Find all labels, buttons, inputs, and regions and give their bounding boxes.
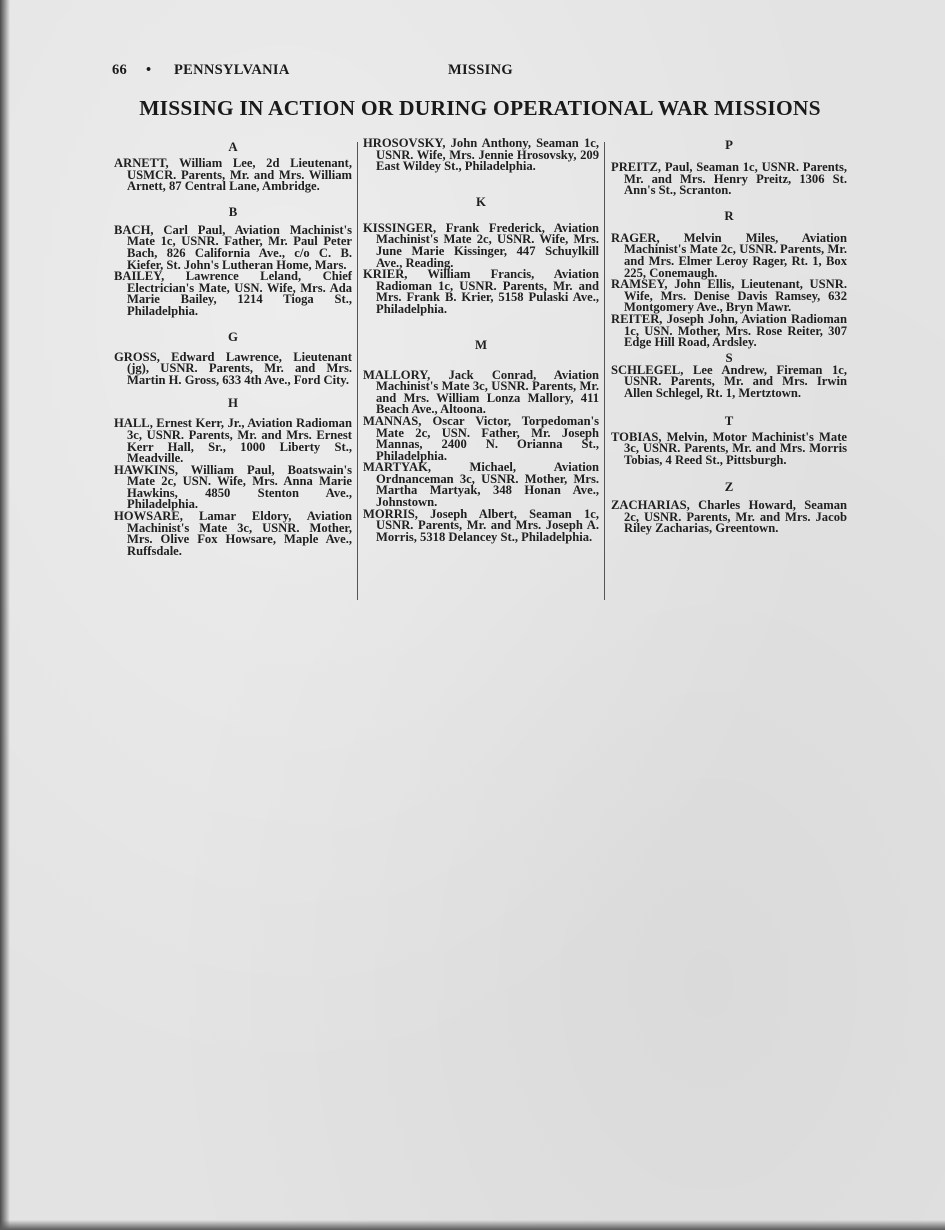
bullet-separator: • — [146, 62, 152, 78]
running-head — [112, 62, 852, 82]
section-letter-m: M — [474, 337, 488, 352]
column-divider-right — [604, 142, 605, 600]
section-letter-h: H — [228, 396, 238, 411]
section-name: MISSING — [448, 62, 513, 78]
entry-zacharias: ZACHARIAS, Charles Howard, Seaman 2c, USNR. Parents, Mr. and Mrs. Jacob Riley Zacharias, Greentown. — [611, 498, 847, 536]
section-letter-r: R — [724, 208, 734, 223]
entry-tobias: TOBIAS, Melvin, Motor Machinist's Mate 3c, USNR. Parents, Mr. and Mrs. Morris Tobias, 4 Reed St., Pittsburgh. — [611, 429, 847, 467]
column-3 — [611, 138, 847, 535]
entry-schlegel: SCHLEGEL, Lee Andrew, Fireman 1c, USNR. Parents, Mr. and Mrs. Irwin Allen Schlegel, Rt. 1, Mertztown. — [611, 362, 847, 400]
page-number: 66 — [112, 62, 128, 78]
entry-mannas: MANNAS, Oscar Victor, Torpedoman's Mate 2c, USN. Father, Mr. Joseph Mannas, 2400 N. Orianna St., Philadelphia. — [363, 413, 599, 463]
entry-preitz: PREITZ, Paul, Seaman 1c, USNR. Parents, Mr. and Mrs. Henry Preitz, 1306 St. Ann's St., Scranton. — [611, 160, 847, 198]
section-letter-a: A — [228, 140, 238, 154]
section-letter-s: S — [725, 350, 733, 365]
entry-hawkins: HAWKINS, William Paul, Boatswain's Mate 2c, USN. Wife, Mrs. Anna Marie Hawkins, 4850 Stenton Ave., Philadelphia. — [114, 462, 352, 512]
section-letter-b: B — [228, 204, 238, 219]
section-letter-p: P — [725, 138, 733, 152]
entry-kissinger: KISSINGER, Frank Frederick, Aviation Machinist's Mate 2c, USNR. Wife, Mrs. June Marie Kissinger, 447 Schuylkill Ave., Reading. — [363, 220, 599, 270]
section-letter-z: Z — [724, 480, 734, 495]
entry-ramsey: RAMSEY, John Ellis, Lieutenant, USNR. Wife, Mrs. Denise Davis Ramsey, 632 Montgomery Ave., Bryn Mawr. — [611, 277, 847, 315]
section-letter-k: K — [476, 194, 486, 209]
section-letter-g: G — [228, 329, 238, 344]
entry-martyak: MARTYAK, Michael, Aviation Ordnanceman 3c, USNR. Mother, Mrs. Martha Martyak, 348 Honan Ave., Johnstown. — [363, 460, 599, 510]
entry-hrosovsky: HROSOVSKY, John Anthony, Seaman 1c, USNR. Wife, Mrs. Jennie Hrosovsky, 209 East Wildey St., Philadelphia. — [363, 136, 599, 174]
column-1 — [114, 138, 352, 557]
column-divider-left — [357, 142, 358, 600]
section-letter-t: T — [724, 413, 734, 428]
entry-rager: RAGER, Melvin Miles, Aviation Machinist's Mate 2c, USNR. Parents, Mr. and Mrs. Elmer Leroy Rager, Rt. 1, Box 225, Conemaugh. — [611, 230, 847, 280]
entry-gross: GROSS, Edward Lawrence, Lieutenant (jg), USNR. Parents, Mr. and Mrs. Martin H. Gross, 633 4th Ave., Ford City. — [114, 349, 352, 387]
entry-mallory: MALLORY, Jack Conrad, Aviation Machinist's Mate 3c, USNR. Parents, Mr. and Mrs. William Lonza Mallory, 411 Beach Ave., Altoona. — [363, 367, 599, 417]
entry-bailey: BAILEY, Lawrence Leland, Chief Electrician's Mate, USN. Wife, Mrs. Ada Marie Bailey, 1214 Tioga St., Philadelphia. — [114, 269, 352, 318]
entry-reiter: REITER, Joseph John, Aviation Radioman 1c, USN. Mother, Mrs. Rose Reiter, 307 Edge Hill Road, Ardsley. — [611, 311, 847, 350]
entry-morris: MORRIS, Joseph Albert, Seaman 1c, USNR. Parents, Mr. and Mrs. Joseph A. Morris, 5318 Delancey St., Philadelphia. — [363, 506, 599, 544]
entry-bach: BACH, Carl Paul, Aviation Machinist's Mate 1c, USNR. Father, Mr. Paul Peter Bach, 826 California Ave., c/o C. B. Kiefer, St. John's Lutheran Home, Mars. — [114, 222, 352, 272]
entry-hall: HALL, Ernest Kerr, Jr., Aviation Radioman 3c, USNR. Parents, Mr. and Mrs. Ernest Kerr Hall, Sr., 1000 Liberty St., Meadville. — [114, 416, 352, 466]
entry-arnett: ARNETT, William Lee, 2d Lieutenant, USMCR. Parents, Mr. and Mrs. William Arnett, 87 Central Lane, Ambridge. — [114, 156, 352, 194]
page-title: MISSING IN ACTION OR DURING OPERATIONAL WAR MISSIONS — [139, 96, 821, 120]
entry-krier: KRIER, William Francis, Aviation Radioman 1c, USNR. Parents, Mr. and Mrs. Frank B. Krier, 5158 Pulaski Ave., Philadelphia. — [363, 267, 599, 316]
entry-howsare: HOWSARE, Lamar Eldory, Aviation Machinist's Mate 3c, USNR. Mother, Mrs. Olive Fox Howsare, Maple Ave., Ruffsdale. — [114, 509, 352, 558]
column-2 — [363, 138, 599, 543]
state-name: PENNSYLVANIA — [174, 62, 290, 78]
